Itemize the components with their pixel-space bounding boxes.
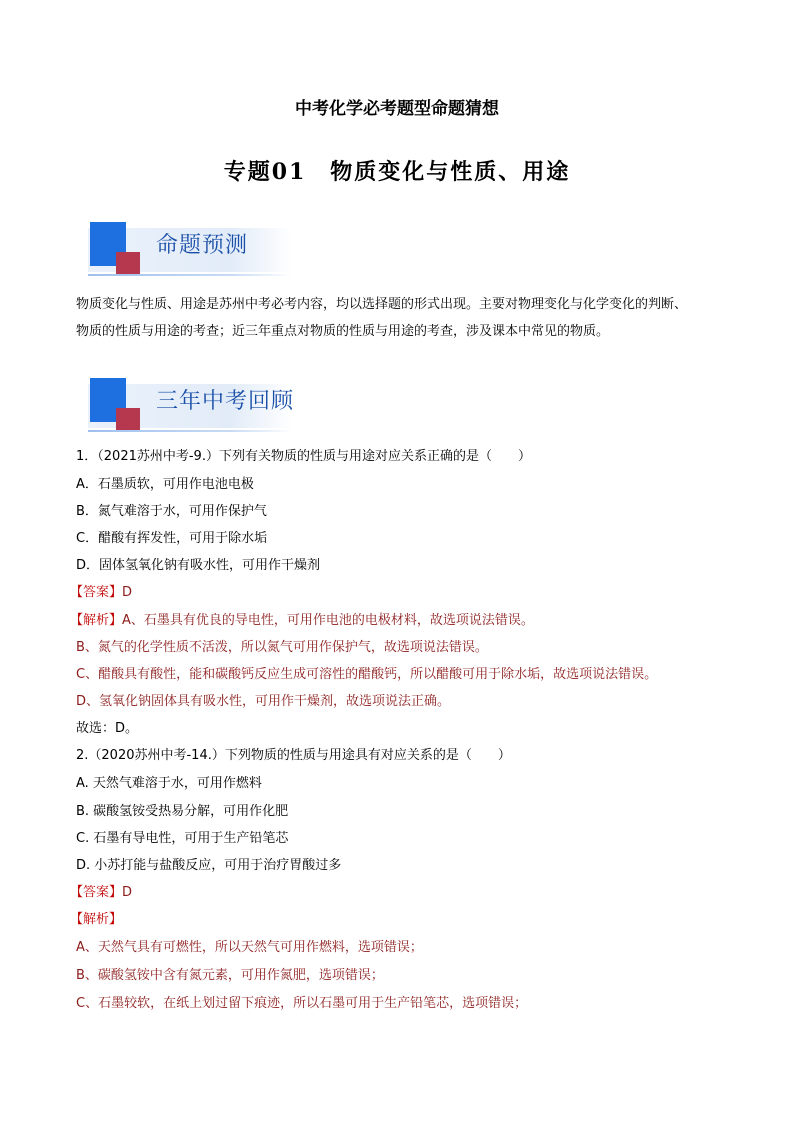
question-2-analysis-a: A、天然气具有可燃性，所以天然气可用作燃料，选项错误； (76, 940, 423, 955)
question-2-option-c: C. 石墨有导电性，可用于生产铅笔芯 (76, 831, 289, 846)
question-1-analysis-b: B、氮气的化学性质不活泼，所以氮气可用作保护气，故选项说法错误。 (76, 640, 488, 655)
question-1-analysis-a (70, 611, 534, 631)
banner-underline (88, 274, 293, 276)
question-2-answer (70, 883, 132, 903)
banner-red-square (116, 408, 140, 432)
prediction-line: 物质变化与性质、用途是苏州中考必考内容，均以选择题的形式出现。主要对物理变化与化学变化的判断、 (76, 297, 688, 312)
banner-underline (88, 430, 293, 432)
question-1-answer (70, 583, 132, 603)
question-2-option-b: B. 碳酸氢铵受热易分解，可用作化肥 (76, 804, 289, 819)
question-1-analysis-d: D、氢氧化钠固体具有吸水性，可用作干燥剂，故选项说法正确。 (76, 694, 451, 709)
analysis-label: 【解析】 (70, 613, 123, 628)
question-2-analysis-label: 【解析】 (70, 912, 123, 927)
prediction-paragraph (76, 291, 726, 345)
answer-value: D (122, 885, 133, 900)
question-1-option-a: A．石墨质软，可用作电池电极 (76, 477, 254, 492)
question-1-option-c: C．醋酸有挥发性，可用于除水垢 (76, 531, 268, 546)
topic-title: 专题01 物质变化与性质、用途 (223, 159, 571, 185)
section-label-review: 三年中考回顾 (156, 389, 295, 414)
question-1-conclusion: 故选：D。 (76, 721, 139, 736)
question-1-option-b: B．氮气难溶于水，可用作保护气 (76, 504, 267, 519)
analysis-text: A、石墨具有优良的导电性，可用作电池的电极材料，故选项说法错误。 (122, 613, 534, 628)
question-2-analysis-b: B、碳酸氢铵中含有氮元素，可用作氮肥，选项错误； (76, 968, 384, 983)
prediction-line: 物质的性质与用途的考查；近三年重点对物质的性质与用途的考查，涉及课本中常见的物质。 (76, 324, 610, 339)
question-2-analysis-c: C、石墨较软，在纸上划过留下痕迹，所以石墨可用于生产铅笔芯，选项错误； (76, 996, 528, 1011)
answer-value: D (122, 585, 133, 600)
section-banner-prediction (80, 222, 300, 282)
question-1-stem: 1．（2021苏州中考-9.）下列有关物质的性质与用途对应关系正确的是（ ） (76, 449, 531, 464)
question-2-option-d: D. 小苏打能与盐酸反应，可用于治疗胃酸过多 (76, 858, 342, 873)
answer-label: 【答案】 (70, 585, 123, 600)
question-2-option-a: A. 天然气难溶于水，可用作燃料 (76, 776, 262, 791)
answer-label: 【答案】 (70, 885, 123, 900)
section-banner-review (80, 378, 300, 438)
document-title: 中考化学必考题型命题猜想 (295, 99, 499, 119)
question-1-analysis-c: C、醋酸具有酸性，能和碳酸钙反应生成可溶性的醋酸钙，所以醋酸可用于除水垢，故选项说法错误。 (76, 667, 658, 682)
section-label-prediction: 命题预测 (156, 233, 249, 258)
question-2-stem: 2.（2020苏州中考-14.）下列物质的性质与用途具有对应关系的是（ ） (76, 748, 511, 763)
question-1-option-d: D．固体氢氧化钠有吸水性，可用作干燥剂 (76, 558, 321, 573)
banner-red-square (116, 252, 140, 276)
